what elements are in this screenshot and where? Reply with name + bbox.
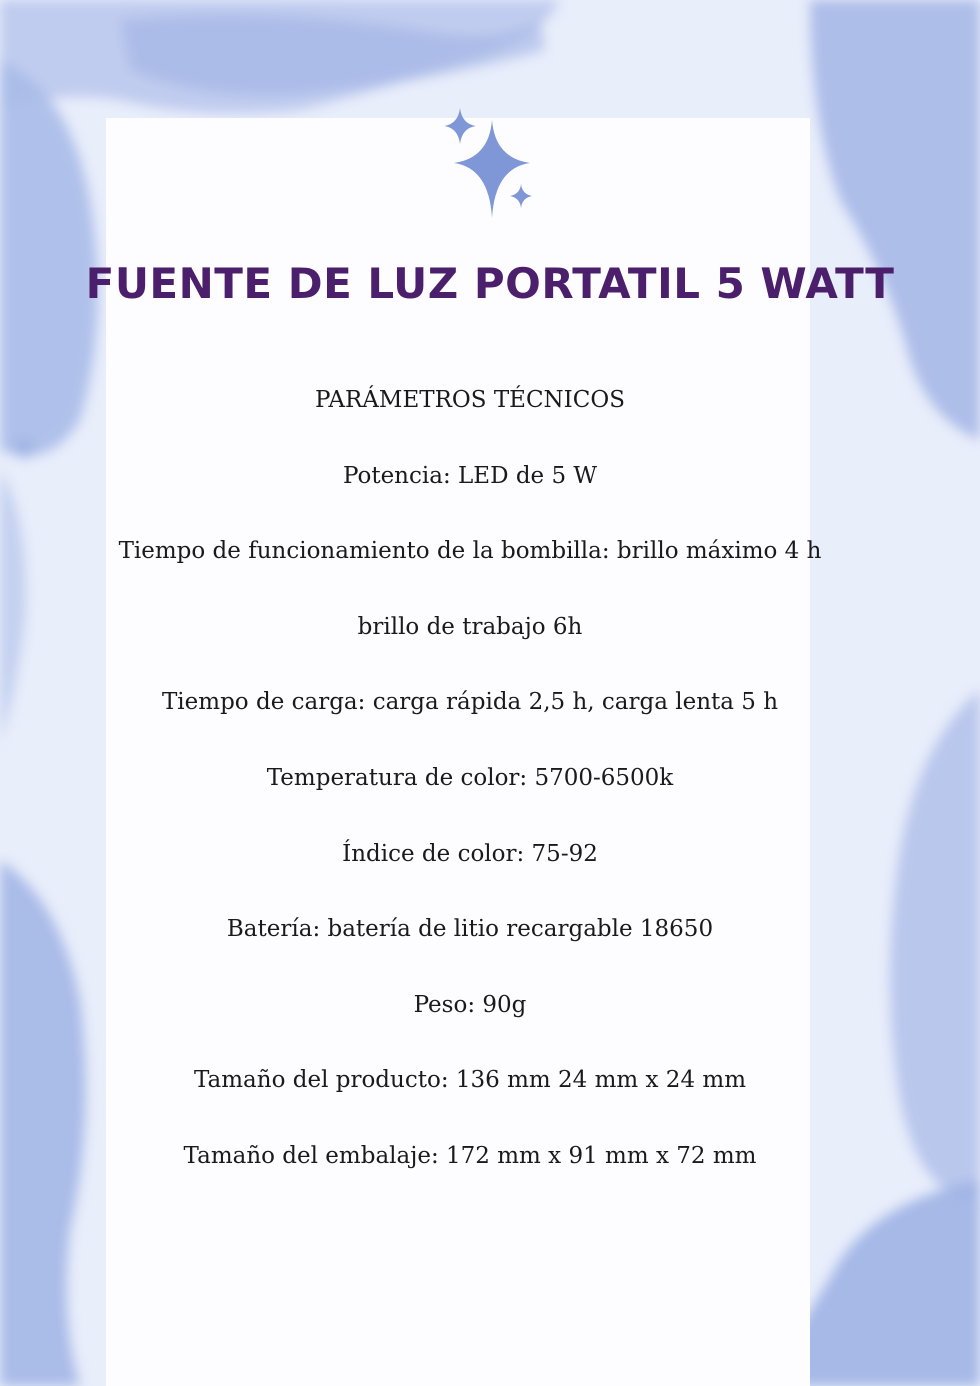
spec-line-color-index: Índice de color: 75-92	[342, 840, 598, 867]
spec-line-power: Potencia: LED de 5 W	[342, 462, 598, 489]
spec-line-color-temperature: Temperatura de color: 5700-6500k	[266, 764, 674, 791]
spec-line-battery: Batería: batería de litio recargable 18650	[226, 916, 714, 943]
spec-heading: PARÁMETROS TÉCNICOS	[315, 387, 625, 413]
spec-line-weight: Peso: 90g	[413, 991, 527, 1018]
sparkles-icon	[430, 100, 540, 222]
page-title: FUENTE DE LUZ PORTATIL 5 WATT	[85, 259, 895, 308]
spec-line-charging: Tiempo de carga: carga rápida 2,5 h, carga lenta 5 h	[161, 689, 779, 716]
spec-line-runtime: Tiempo de funcionamiento de la bombilla: brillo máximo 4 h	[118, 538, 822, 565]
spec-list	[0, 380, 940, 1212]
spec-line-package-size: Tamaño del embalaje: 172 mm x 91 mm x 72 mm	[183, 1142, 757, 1169]
spec-line-work-brightness: brillo de trabajo 6h	[357, 613, 583, 640]
spec-line-product-size: Tamaño del producto: 136 mm 24 mm x 24 mm	[193, 1067, 747, 1094]
